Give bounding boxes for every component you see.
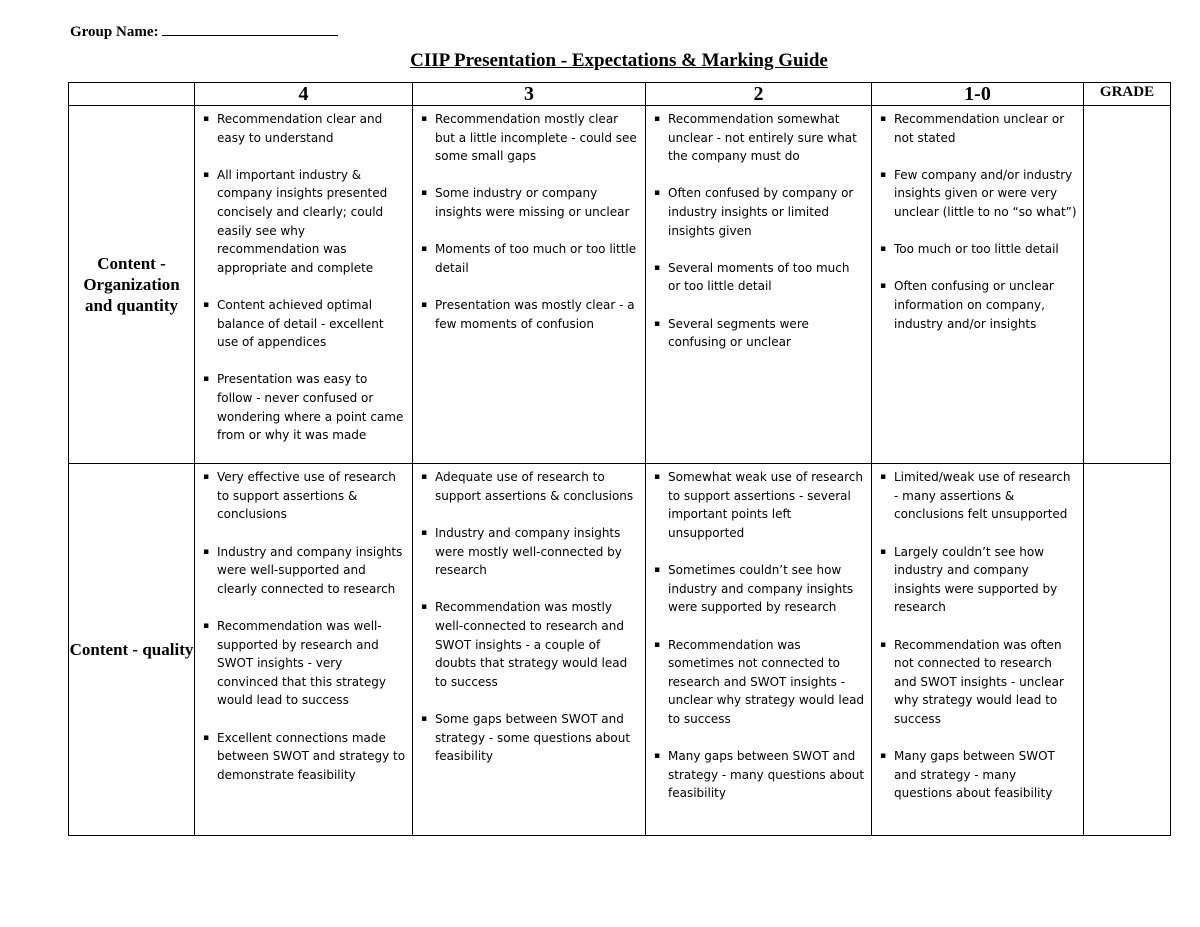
rubric-bullet: ▪ Often confusing or unclear information on company, industry and/or insights bbox=[880, 277, 1077, 333]
header-score-4: 4 bbox=[195, 83, 413, 106]
rubric-bullet: ▪ Adequate use of research to support assertions & conclusions bbox=[421, 468, 639, 505]
rubric-bullet: ▪ Often confused by company or industry insights or limited insights given bbox=[654, 184, 865, 240]
rubric-bullet: ▪ Presentation was mostly clear - a few moments of confusion bbox=[421, 296, 639, 333]
rubric-bullet: ▪ Many gaps between SWOT and strategy - many questions about feasibility bbox=[654, 747, 865, 803]
rubric-header-row bbox=[69, 83, 1171, 106]
header-score-3: 3 bbox=[413, 83, 646, 106]
rubric-bullet: ▪ Presentation was easy to follow - never confused or wondering where a point came from or why it was made bbox=[203, 370, 406, 444]
rubric-bullet: ▪ Several segments were confusing or unclear bbox=[654, 315, 865, 352]
rubric-bullet: ▪ Very effective use of research to support assertions & conclusions bbox=[203, 468, 406, 524]
group-name-blank-line[interactable] bbox=[162, 22, 338, 36]
cell-quality-4 bbox=[195, 464, 413, 836]
header-grade: GRADE bbox=[1084, 83, 1171, 106]
cell-quality-3 bbox=[413, 464, 646, 836]
rubric-bullet: ▪ All important industry & company insights presented concisely and clearly; could easily see why recommendation was appropriate and complete bbox=[203, 166, 406, 278]
rubric-bullet: ▪ Recommendation unclear or not stated bbox=[880, 110, 1077, 147]
rubric-bullet: ▪ Recommendation was often not connected to research and SWOT insights - unclear why strategy would lead to success bbox=[880, 636, 1077, 729]
cell-organization-2 bbox=[646, 106, 872, 464]
criterion-quality: Content - quality bbox=[69, 464, 195, 836]
rubric-bullet: ▪ Few company and/or industry insights given or were very unclear (little to no “so what”) bbox=[880, 166, 1077, 222]
rubric-bullet: ▪ Industry and company insights were mostly well-connected by research bbox=[421, 524, 639, 580]
cell-organization-4 bbox=[195, 106, 413, 464]
cell-quality-1-0 bbox=[872, 464, 1084, 836]
marking-rubric-table bbox=[68, 82, 1171, 836]
rubric-bullet: ▪ Some industry or company insights were missing or unclear bbox=[421, 184, 639, 221]
criterion-organization: Content - Organization and quantity bbox=[69, 106, 195, 464]
rubric-bullet: ▪ Excellent connections made between SWOT and strategy to demonstrate feasibility bbox=[203, 729, 406, 785]
rubric-bullet: ▪ Sometimes couldn’t see how industry and company insights were supported by research bbox=[654, 561, 865, 617]
rubric-bullet: ▪ Several moments of too much or too little detail bbox=[654, 259, 865, 296]
rubric-bullet: ▪ Limited/weak use of research - many assertions & conclusions felt unsupported bbox=[880, 468, 1077, 524]
grade-input-quality[interactable] bbox=[1084, 464, 1171, 836]
rubric-bullet: ▪ Moments of too much or too little detail bbox=[421, 240, 639, 277]
rubric-bullet: ▪ Recommendation was well-supported by research and SWOT insights - very convinced that this strategy would lead to success bbox=[203, 617, 406, 710]
header-score-1-0: 1-0 bbox=[872, 83, 1084, 106]
rubric-bullet: ▪ Industry and company insights were well-supported and clearly connected to research bbox=[203, 543, 406, 599]
cell-organization-3 bbox=[413, 106, 646, 464]
rubric-row-organization bbox=[69, 106, 1171, 464]
cell-quality-2 bbox=[646, 464, 872, 836]
rubric-bullet: ▪ Largely couldn’t see how industry and company insights were supported by research bbox=[880, 543, 1077, 617]
rubric-bullet: ▪ Somewhat weak use of research to support assertions - several important points left unsupported bbox=[654, 468, 865, 542]
header-criteria-cell bbox=[69, 83, 195, 106]
rubric-bullet: ▪ Recommendation clear and easy to understand bbox=[203, 110, 406, 147]
document-title: CIIP Presentation - Expectations & Marking Guide bbox=[410, 50, 828, 71]
group-name-field bbox=[70, 22, 338, 41]
cell-organization-1-0 bbox=[872, 106, 1084, 464]
header-score-2: 2 bbox=[646, 83, 872, 106]
rubric-bullet: ▪ Many gaps between SWOT and strategy - many questions about feasibility bbox=[880, 747, 1077, 803]
rubric-bullet: ▪ Content achieved optimal balance of detail - excellent use of appendices bbox=[203, 296, 406, 352]
rubric-bullet: ▪ Too much or too little detail bbox=[880, 240, 1077, 259]
rubric-bullet: ▪ Recommendation was sometimes not connected to research and SWOT insights - unclear why strategy would lead to success bbox=[654, 636, 865, 729]
group-name-label: Group Name: bbox=[70, 24, 159, 40]
rubric-bullet: ▪ Some gaps between SWOT and strategy - some questions about feasibility bbox=[421, 710, 639, 766]
rubric-bullet: ▪ Recommendation mostly clear but a little incomplete - could see some small gaps bbox=[421, 110, 639, 166]
rubric-bullet: ▪ Recommendation somewhat unclear - not entirely sure what the company must do bbox=[654, 110, 865, 166]
grade-input-organization[interactable] bbox=[1084, 106, 1171, 464]
rubric-bullet: ▪ Recommendation was mostly well-connected to research and SWOT insights - a couple of doubts that strategy would lead to success bbox=[421, 598, 639, 691]
rubric-row-quality bbox=[69, 464, 1171, 836]
